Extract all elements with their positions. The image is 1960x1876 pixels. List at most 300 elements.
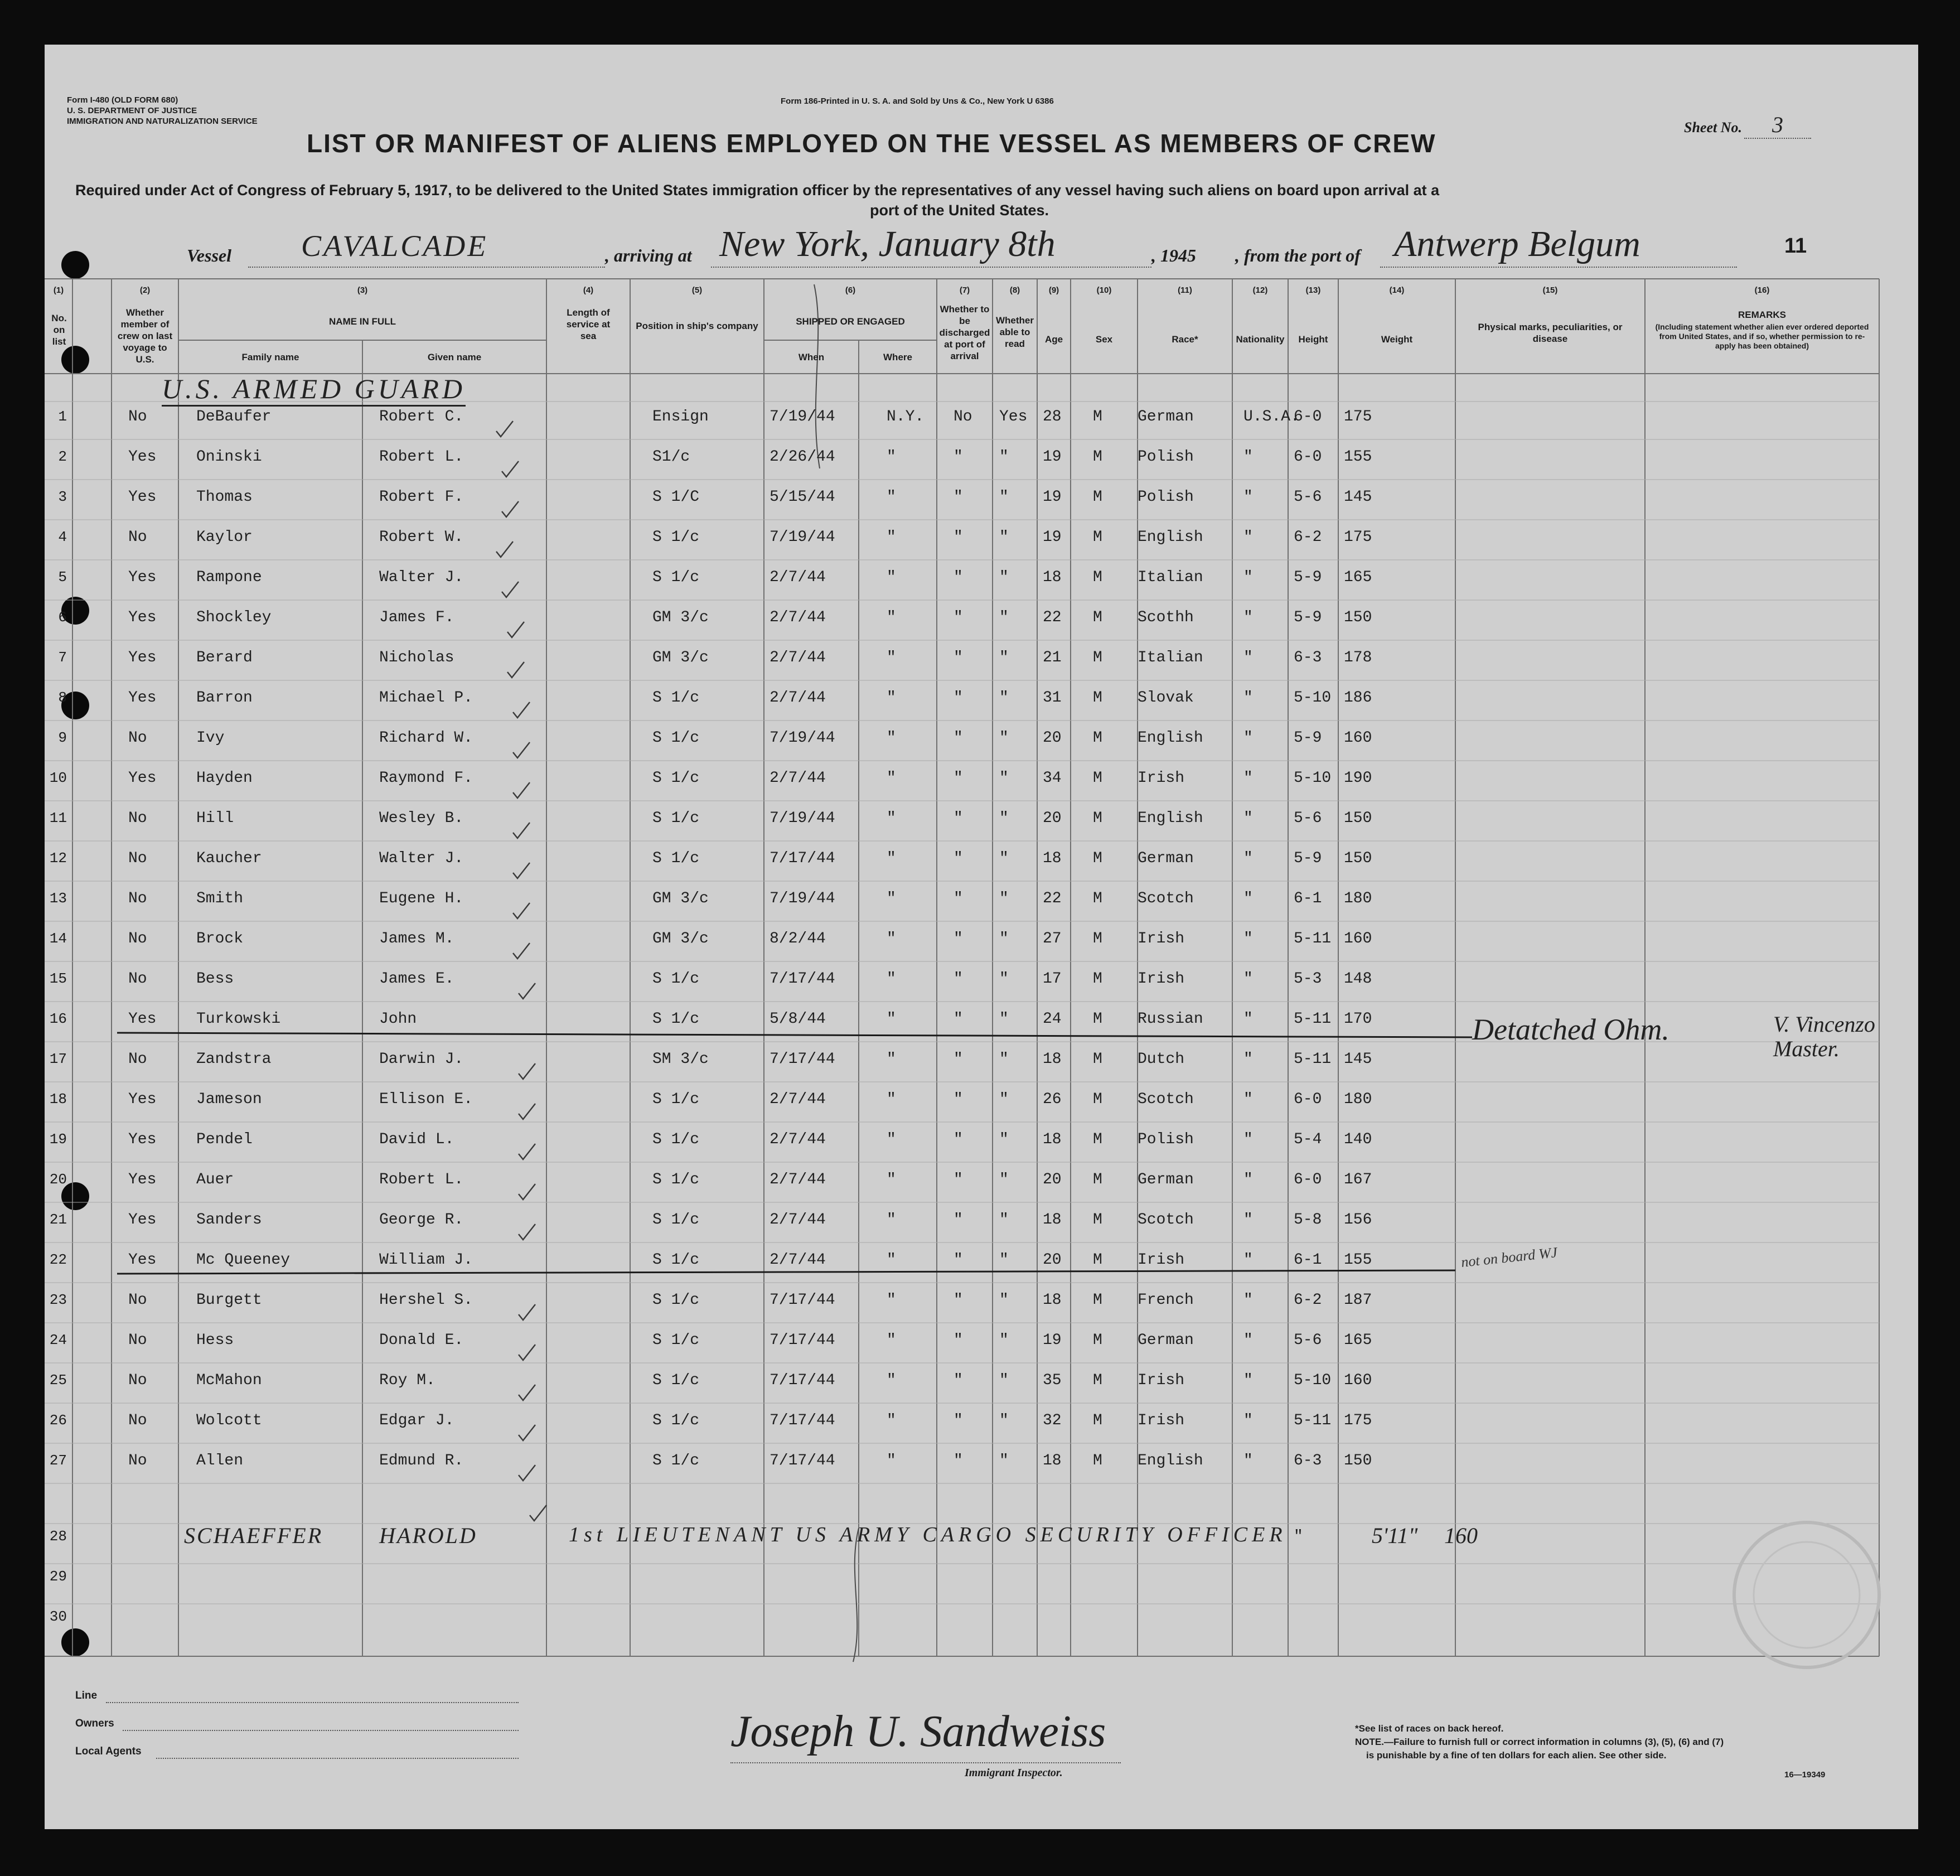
cell-discharged: " — [954, 1171, 963, 1188]
row-number: 15 — [49, 970, 67, 987]
cell-given-name: Wesley B. — [379, 810, 464, 827]
col-num-4: (4) — [583, 286, 594, 295]
cell-given-name: Robert C. — [379, 408, 464, 426]
col-num-11: (11) — [1178, 286, 1192, 295]
cell-family-name: Jameson — [196, 1091, 262, 1108]
cell-shipped-when: 7/19/44 — [770, 529, 835, 546]
cell-position: S1/c — [652, 448, 690, 466]
form-id-line: Form I-480 (OLD FORM 680) — [67, 95, 178, 105]
cell-given-name: William J. — [379, 1251, 473, 1269]
cell-age: 27 — [1043, 930, 1062, 947]
cell-height: 6-0 — [1294, 1091, 1322, 1108]
cell-height: 5-3 — [1294, 970, 1322, 988]
cell-weight: 140 — [1344, 1131, 1372, 1148]
cell-sex: M — [1093, 1131, 1102, 1148]
cell-prior-voyage: No — [128, 930, 147, 947]
cell-discharged: " — [954, 1372, 963, 1389]
cell-shipped-when: 2/7/44 — [770, 770, 826, 787]
cell-height: 5-9 — [1294, 569, 1322, 586]
arrival-year: , 1945 — [1151, 245, 1196, 265]
cell-weight: 148 — [1344, 970, 1372, 988]
col-num-6: (6) — [845, 286, 856, 295]
cell-prior-voyage: No — [128, 529, 147, 546]
row-number: 13 — [49, 890, 67, 907]
cell-sex: M — [1093, 1332, 1102, 1349]
cell-nationality: " — [1243, 1251, 1253, 1269]
row-number: 5 — [58, 569, 67, 586]
row-number: 24 — [49, 1332, 67, 1348]
cell-age: 22 — [1043, 609, 1062, 626]
cell-nationality: " — [1243, 609, 1253, 626]
cell-can-read: " — [999, 489, 1009, 506]
col-header-crew: Whether member of crew on last voyage to U.S. — [117, 307, 173, 365]
cell-shipped-when: 7/17/44 — [770, 1412, 835, 1429]
cell-height: 5-9 — [1294, 729, 1322, 747]
cell-weight: 178 — [1344, 649, 1372, 666]
form-code: 16—19349 — [1784, 1770, 1826, 1780]
cell-race: Irish — [1138, 770, 1185, 787]
cell-shipped-when: 8/2/44 — [770, 930, 826, 947]
cell-prior-voyage: Yes — [128, 1091, 157, 1108]
cell-can-read: Yes — [999, 408, 1028, 426]
cell-position: Ensign — [652, 408, 709, 426]
cell-weight: 155 — [1344, 448, 1372, 466]
cell-family-name: Mc Queeney — [196, 1251, 291, 1269]
cell-position: GM 3/c — [652, 649, 709, 666]
col-header-shipped: SHIPPED OR ENGAGED — [796, 316, 905, 327]
col-num-10: (10) — [1096, 286, 1112, 295]
cell-weight: 165 — [1344, 1332, 1372, 1349]
cell-can-read: " — [999, 1131, 1009, 1148]
cell-prior-voyage: No — [128, 1051, 147, 1068]
cell-age: 21 — [1043, 649, 1062, 666]
cell-discharged: " — [954, 649, 963, 666]
col-header-name: NAME IN FULL — [329, 316, 396, 327]
cell-prior-voyage: No — [128, 408, 147, 426]
col-header-remarks: REMARKS — [1738, 310, 1786, 320]
cell-shipped-where: " — [887, 609, 896, 626]
cell-family-name: Hill — [196, 810, 234, 827]
cell-shipped-where: " — [887, 850, 896, 867]
sheet-label: Sheet No. — [1684, 119, 1742, 136]
cell-sex: M — [1093, 930, 1102, 947]
vessel-label: Vessel — [187, 245, 231, 265]
col-num-1: (1) — [53, 286, 64, 295]
cell-discharged: " — [954, 770, 963, 787]
cell-age: 20 — [1043, 810, 1062, 827]
cell-sex: M — [1093, 970, 1102, 988]
cell-shipped-where: " — [887, 930, 896, 947]
cell-can-read: " — [999, 1171, 1009, 1188]
cell-sex: M — [1093, 770, 1102, 787]
printer-line: Form 186-Printed in U. S. A. and Sold by Uns & Co., New York U 6386 — [781, 96, 1054, 106]
cell-race: Irish — [1138, 930, 1185, 947]
cell-family-name: Berard — [196, 649, 253, 666]
col-header-given: Given name — [427, 352, 482, 362]
cell-can-read: " — [999, 850, 1009, 867]
cell-age: 32 — [1043, 1412, 1062, 1429]
cell-shipped-when: 7/17/44 — [770, 1051, 835, 1068]
cell-shipped-where: N.Y. — [887, 408, 925, 426]
cell-can-read: " — [999, 529, 1009, 546]
cell-prior-voyage: No — [128, 970, 147, 988]
cell-discharged: " — [954, 448, 963, 466]
cell-weight: 187 — [1344, 1292, 1372, 1309]
cell-can-read: " — [999, 1251, 1009, 1269]
cell-discharged: " — [954, 1051, 963, 1068]
cell-weight: 175 — [1344, 529, 1372, 546]
cell-shipped-when: 7/19/44 — [770, 810, 835, 827]
cell-discharged: " — [954, 930, 963, 947]
col-header-weight: Weight — [1381, 334, 1413, 345]
cell-position: GM 3/c — [652, 890, 709, 907]
cell-shipped-when: 7/17/44 — [770, 1452, 835, 1469]
cell-can-read: " — [999, 448, 1009, 466]
requirement-line-2: port of the United States. — [870, 202, 1049, 219]
cell-prior-voyage: Yes — [128, 1131, 157, 1148]
cell-prior-voyage: Yes — [128, 649, 157, 666]
cell-family-name: McMahon — [196, 1372, 262, 1389]
cell-can-read: " — [999, 649, 1009, 666]
cell-race: Scotch — [1138, 1211, 1194, 1229]
cell-age: 19 — [1043, 529, 1062, 546]
row-number: 10 — [49, 770, 67, 786]
cell-age: 20 — [1043, 1171, 1062, 1188]
cell-can-read: " — [999, 1452, 1009, 1469]
col-header-read: Whether able to read — [996, 315, 1034, 349]
cell-shipped-where: " — [887, 970, 896, 988]
cell-position: S 1/c — [652, 1452, 700, 1469]
cell-shipped-where: " — [887, 1372, 896, 1389]
cell-shipped-where: " — [887, 689, 896, 707]
inspector-signature: Joseph U. Sandweiss — [730, 1707, 1106, 1756]
cell-discharged: " — [954, 1211, 963, 1229]
cell-shipped-when: 2/7/44 — [770, 1251, 826, 1269]
row-number: 21 — [49, 1211, 67, 1228]
form-id-line: U. S. DEPARTMENT OF JUSTICE — [67, 106, 197, 115]
cell-age: 26 — [1043, 1091, 1062, 1108]
cell-weight: 150 — [1344, 609, 1372, 626]
cell-height: 5-11 — [1294, 930, 1332, 947]
cell-given-name: Roy M. — [379, 1372, 435, 1389]
cell-shipped-where: " — [887, 1251, 896, 1269]
cell-weight: 150 — [1344, 1452, 1372, 1469]
cell-discharged: " — [954, 1412, 963, 1429]
cell-age: 18 — [1043, 850, 1062, 867]
col-header-position: Position in ship's company — [636, 321, 758, 331]
cell-shipped-where: " — [887, 489, 896, 506]
cell-shipped-where: " — [887, 1332, 896, 1349]
section-heading: U.S. ARMED GUARD — [162, 373, 466, 407]
cell-prior-voyage: Yes — [128, 689, 157, 707]
cell-age: 24 — [1043, 1010, 1062, 1028]
cell-race: Russian — [1138, 1010, 1203, 1028]
cell-shipped-when: 2/7/44 — [770, 1211, 826, 1229]
cell-discharged: " — [954, 970, 963, 988]
cell-can-read: " — [999, 689, 1009, 707]
cell-height: 5-6 — [1294, 810, 1322, 827]
cell-sex: M — [1093, 729, 1102, 747]
cell-discharged: No — [954, 408, 972, 426]
cell-sex: M — [1093, 408, 1102, 426]
page-number: 11 — [1784, 234, 1807, 258]
cell-race: German — [1138, 1171, 1194, 1188]
cell-race: Irish — [1138, 1251, 1185, 1269]
cell-sex: M — [1093, 1171, 1102, 1188]
cell-position: S 1/c — [652, 689, 700, 707]
cell-sex: M — [1093, 1251, 1102, 1269]
cell-given-name: Edmund R. — [379, 1452, 464, 1469]
cell-can-read: " — [999, 890, 1009, 907]
cell-age: 17 — [1043, 970, 1062, 988]
cell-family-name: Kaucher — [196, 850, 262, 867]
cell-age: 19 — [1043, 489, 1062, 506]
row-number: 29 — [49, 1568, 67, 1585]
cell-family-name: Thomas — [196, 489, 253, 506]
cell-can-read: " — [999, 970, 1009, 988]
cell-race: English — [1138, 1452, 1203, 1469]
row-number: 16 — [49, 1010, 67, 1027]
cell-given-name: Richard W. — [379, 729, 473, 747]
cell-sex: M — [1093, 890, 1102, 907]
col-header-nationality: Nationality — [1236, 334, 1285, 345]
cell-position: S 1/c — [652, 1211, 700, 1229]
row-number: 20 — [49, 1171, 67, 1188]
cell-prior-voyage: Yes — [128, 489, 157, 506]
agents-underline — [156, 1758, 519, 1759]
cell-discharged: " — [954, 729, 963, 747]
cell-given-name: Robert W. — [379, 529, 464, 546]
cell-can-read: " — [999, 1412, 1009, 1429]
col-num-3: (3) — [357, 286, 368, 295]
cell-height: 6-2 — [1294, 529, 1322, 546]
cell-race: Polish — [1138, 448, 1194, 466]
cell-shipped-when: 2/7/44 — [770, 1091, 826, 1108]
cell-nationality: " — [1243, 850, 1253, 867]
cell-shipped-where: " — [887, 1412, 896, 1429]
row-number: 6 — [58, 609, 67, 626]
col-num-8: (8) — [1009, 286, 1020, 295]
cell-family-name: Barron — [196, 689, 253, 707]
cell-age: 18 — [1043, 1051, 1062, 1068]
col-header-discharge: Whether to be discharged at port of arrival — [939, 304, 990, 361]
cell-prior-voyage: No — [128, 850, 147, 867]
cell-shipped-when: 2/26/44 — [770, 448, 835, 466]
cell-height: 5-11 — [1294, 1010, 1332, 1028]
cell-shipped-where: " — [887, 729, 896, 747]
cell-family-name: Sanders — [196, 1211, 262, 1229]
cell-given-name: Robert L. — [379, 448, 464, 466]
cell-shipped-when: 2/7/44 — [770, 649, 826, 666]
cell-weight: 170 — [1344, 1010, 1372, 1028]
arriving-label: , arriving at — [605, 245, 692, 265]
signature-underline — [730, 1762, 1121, 1763]
cell-can-read: " — [999, 1332, 1009, 1349]
cell-prior-voyage: No — [128, 1412, 147, 1429]
cell-nationality: " — [1243, 529, 1253, 546]
cell-position: GM 3/c — [652, 930, 709, 947]
cell-position: S 1/c — [652, 770, 700, 787]
row22-note: not on board WJ — [1460, 1244, 1559, 1270]
col-num-14: (14) — [1389, 286, 1405, 295]
cell-position: S 1/c — [652, 1091, 700, 1108]
row-number: 27 — [49, 1452, 67, 1469]
cell-race: Irish — [1138, 1412, 1185, 1429]
cell-position: S 1/c — [652, 810, 700, 827]
cell-given-name: Hershel S. — [379, 1292, 473, 1309]
cell-weight: 167 — [1344, 1171, 1372, 1188]
cell-weight: 156 — [1344, 1211, 1372, 1229]
cell-race: Polish — [1138, 1131, 1194, 1148]
cell-sex: M — [1093, 689, 1102, 707]
cell-weight: 175 — [1344, 408, 1372, 426]
cell-given-name: Eugene H. — [379, 890, 464, 907]
cell-nationality: " — [1243, 1131, 1253, 1148]
cell-shipped-where: " — [887, 1010, 896, 1028]
cell-weight: 175 — [1344, 1412, 1372, 1429]
cell-family-name: Wolcott — [196, 1412, 262, 1429]
cell-can-read: " — [999, 1292, 1009, 1309]
cell-prior-voyage: Yes — [128, 1010, 157, 1028]
cell-nationality: " — [1243, 1171, 1253, 1188]
row-number: 1 — [58, 408, 67, 425]
cell-height: 6-3 — [1294, 649, 1322, 666]
cell-nationality: U.S.A. — [1243, 408, 1300, 426]
cell-nationality: " — [1243, 1091, 1253, 1108]
cell-sex: M — [1093, 529, 1102, 546]
cell-nationality: " — [1243, 1372, 1253, 1389]
cell-position: S 1/c — [652, 569, 700, 586]
cell-sex: M — [1093, 810, 1102, 827]
cell-weight: 150 — [1344, 850, 1372, 867]
row-number: 30 — [49, 1608, 67, 1625]
cell-discharged: " — [954, 529, 963, 546]
cell-nationality: " — [1243, 689, 1253, 707]
cell-shipped-when: 7/19/44 — [770, 890, 835, 907]
line-label: Line — [75, 1690, 98, 1701]
cell-prior-voyage: No — [128, 1332, 147, 1349]
owners-label: Owners — [75, 1718, 114, 1729]
from-port-label: , from the port of — [1235, 245, 1361, 265]
col-num-15: (15) — [1542, 286, 1558, 295]
cell-age: 19 — [1043, 448, 1062, 466]
cell-discharged: " — [954, 1332, 963, 1349]
row-number: 12 — [49, 850, 67, 867]
col-num-12: (12) — [1252, 286, 1268, 295]
cell-height: 6-0 — [1294, 408, 1322, 426]
cell-age: 18 — [1043, 1292, 1062, 1309]
cell-can-read: " — [999, 1211, 1009, 1229]
cell-can-read: " — [999, 1372, 1009, 1389]
cell-given-name: Donald E. — [379, 1332, 464, 1349]
cell-race: Irish — [1138, 970, 1185, 988]
cell-height: 5-9 — [1294, 850, 1322, 867]
cell-given-name: Nicholas — [379, 649, 454, 666]
cell-given-name: James M. — [379, 930, 454, 947]
cell-shipped-when: 5/8/44 — [770, 1010, 826, 1028]
agents-label: Local Agents — [75, 1746, 142, 1757]
cell-position: S 1/c — [652, 1412, 700, 1429]
cell-race: German — [1138, 408, 1194, 426]
arrival-port-date: New York, January 8th — [719, 224, 1056, 264]
cell-sex: M — [1093, 1051, 1102, 1068]
cell-family-name: Rampone — [196, 569, 262, 586]
cell-shipped-where: " — [887, 1211, 896, 1229]
penalty-note: NOTE.—Failure to furnish full or correct information in columns (3), (5), (6) and (7) — [1355, 1737, 1724, 1747]
row16-action: V. Vincenzo Master. — [1773, 1012, 1875, 1061]
row-number: 28 — [49, 1528, 67, 1545]
cell-shipped-where: " — [887, 529, 896, 546]
cell-weight: 145 — [1344, 1051, 1372, 1068]
cell-shipped-where: " — [887, 1051, 896, 1068]
cell-weight: 180 — [1344, 890, 1372, 907]
cell-family-name: Brock — [196, 930, 244, 947]
col-header-sex: Sex — [1095, 334, 1113, 345]
cell-discharged: " — [954, 609, 963, 626]
cell-shipped-when: 7/17/44 — [770, 1292, 835, 1309]
owners-underline — [123, 1730, 519, 1731]
cell-family-name: Zandstra — [196, 1051, 272, 1068]
cell-can-read: " — [999, 1051, 1009, 1068]
cell-given-name: Walter J. — [379, 850, 464, 867]
cell-position: S 1/c — [652, 850, 700, 867]
row-number: 2 — [58, 448, 67, 465]
cell-age: 20 — [1043, 1251, 1062, 1269]
cell-shipped-where: " — [887, 569, 896, 586]
row-number: 22 — [49, 1251, 67, 1268]
cell-race: Dutch — [1138, 1051, 1185, 1068]
cell-position: S 1/c — [652, 1292, 700, 1309]
cell-race: English — [1138, 529, 1203, 546]
cell-shipped-where: " — [887, 770, 896, 787]
cell-discharged: " — [954, 1251, 963, 1269]
cell-given-name: Edgar J. — [379, 1412, 454, 1429]
cell-sex: M — [1093, 1292, 1102, 1309]
col-num-13: (13) — [1305, 286, 1321, 295]
requirement-line-1: Required under Act of Congress of February 5, 1917, to be delivered to the United States immigration officer by the representatives of any vessel having such aliens on board upon arrival at a — [75, 182, 1440, 199]
cell-given-name: James F. — [379, 609, 454, 626]
cell-prior-voyage: Yes — [128, 569, 157, 586]
row28-nationality: " — [1294, 1528, 1303, 1545]
cell-shipped-when: 7/17/44 — [770, 1372, 835, 1389]
cell-given-name: Darwin J. — [379, 1051, 464, 1068]
cell-nationality: " — [1243, 489, 1253, 506]
cell-weight: 160 — [1344, 1372, 1372, 1389]
cell-race: Scotch — [1138, 1091, 1194, 1108]
row28-weight: 160 — [1444, 1523, 1478, 1548]
line-underline — [106, 1702, 519, 1703]
cell-shipped-where: " — [887, 890, 896, 907]
cell-given-name: Raymond F. — [379, 770, 473, 787]
col-header-age: Age — [1044, 334, 1063, 345]
cell-height: 5-9 — [1294, 609, 1322, 626]
cell-shipped-where: " — [887, 1131, 896, 1148]
cell-position: S 1/c — [652, 1131, 700, 1148]
cell-given-name: Walter J. — [379, 569, 464, 586]
cell-height: 6-1 — [1294, 1251, 1322, 1269]
cell-shipped-where: " — [887, 1292, 896, 1309]
cell-prior-voyage: Yes — [128, 1251, 157, 1269]
cell-shipped-when: 7/19/44 — [770, 408, 835, 426]
cell-height: 5-11 — [1294, 1412, 1332, 1429]
cell-age: 20 — [1043, 729, 1062, 747]
cell-race: English — [1138, 810, 1203, 827]
cell-prior-voyage: No — [128, 810, 147, 827]
cell-height: 5-10 — [1294, 1372, 1332, 1389]
cell-height: 5-10 — [1294, 770, 1332, 787]
races-note: *See list of races on back hereof. — [1355, 1723, 1504, 1734]
col-num-16: (16) — [1754, 286, 1770, 295]
